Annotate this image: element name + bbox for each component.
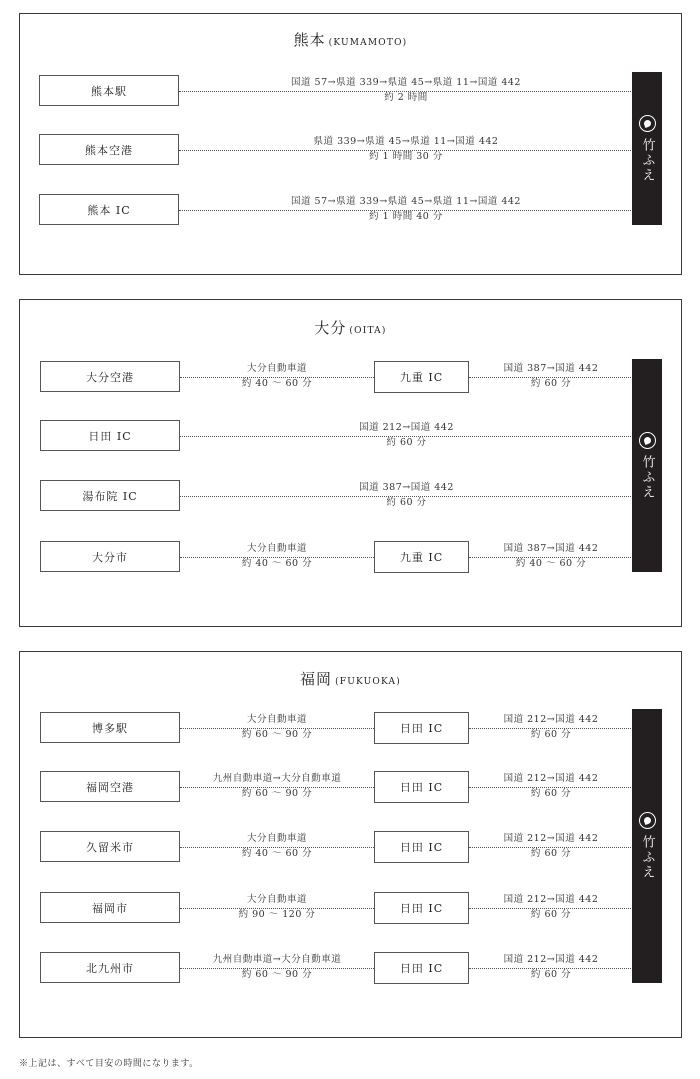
section-title-romaji: (KUMAMOTO) xyxy=(328,38,408,48)
route-label xyxy=(179,75,633,105)
route-text: 国道 212→国道 442 xyxy=(359,422,454,433)
route-text: 大分自動車道 xyxy=(246,363,307,374)
origin-box: 熊本駅 xyxy=(39,75,179,106)
takefue-logo-icon xyxy=(639,115,656,132)
route-time: 約 60 ～ 90 分 xyxy=(241,729,313,740)
route-text: 国道 387→国道 442 xyxy=(503,363,599,374)
route-label xyxy=(180,541,374,571)
route-label xyxy=(180,480,633,510)
route-text: 九州自動車道→大分自動車道 xyxy=(212,773,342,784)
section-oita xyxy=(19,299,682,627)
route-time: 約 60 分 xyxy=(530,909,572,920)
route-text: 国道 212→国道 442 xyxy=(503,714,599,725)
section-title-romaji: (OITA) xyxy=(349,326,387,336)
route-text: 国道 57→県道 339→県道 45→県道 11→国道 442 xyxy=(291,77,521,88)
origin-box: 湯布院 IC xyxy=(40,480,180,511)
section-title-romaji: (FUKUOKA) xyxy=(335,677,401,687)
section-title xyxy=(20,668,681,689)
origin-box: 大分市 xyxy=(40,541,180,572)
route-label xyxy=(469,831,633,861)
route-label xyxy=(180,892,374,922)
route-time: 約 40 ～ 60 分 xyxy=(241,558,313,569)
route-time: 約 1 時間 40 分 xyxy=(369,211,443,222)
destination-name: 竹ふえ xyxy=(639,835,655,880)
takefue-logo-icon xyxy=(639,432,656,449)
route-text: 九州自動車道→大分自動車道 xyxy=(212,954,342,965)
destination-name: 竹ふえ xyxy=(639,454,655,500)
via-box: 日田 IC xyxy=(374,771,469,803)
origin-box: 熊本 IC xyxy=(39,194,179,225)
route-time: 約 1 時間 30 分 xyxy=(369,151,443,162)
route-time: 約 60 ～ 90 分 xyxy=(241,969,313,980)
origin-box: 久留米市 xyxy=(40,831,180,862)
route-time: 約 2 時間 xyxy=(384,92,428,103)
route-time: 約 60 分 xyxy=(530,378,572,389)
route-label xyxy=(180,831,374,861)
route-text: 大分自動車道 xyxy=(246,543,307,554)
section-fukuoka xyxy=(19,651,682,1038)
route-label xyxy=(469,892,633,922)
route-text: 国道 212→国道 442 xyxy=(503,954,599,965)
route-label xyxy=(469,952,633,982)
via-box: 日田 IC xyxy=(374,892,469,924)
route-time: 約 60 分 xyxy=(386,437,427,448)
destination-name: 竹ふえ xyxy=(639,137,655,183)
route-text: 国道 212→国道 442 xyxy=(503,833,599,844)
footnote: ※上記は、すべて目安の時間になります。 xyxy=(19,1059,199,1069)
route-time: 約 60 分 xyxy=(386,497,427,508)
section-kumamoto xyxy=(19,13,682,275)
route-label xyxy=(179,194,633,224)
route-time: 約 40 ～ 60 分 xyxy=(241,378,313,389)
route-text: 県道 339→県道 45→県道 11→国道 442 xyxy=(313,136,499,147)
route-text: 大分自動車道 xyxy=(246,714,307,725)
route-text: 国道 387→国道 442 xyxy=(359,482,454,493)
via-box: 九重 IC xyxy=(374,541,469,573)
route-time: 約 60 分 xyxy=(530,788,572,799)
route-label xyxy=(180,712,374,742)
route-time: 約 40 ～ 60 分 xyxy=(515,558,587,569)
origin-box: 日田 IC xyxy=(40,420,180,451)
route-text: 国道 57→県道 339→県道 45→県道 11→国道 442 xyxy=(291,196,521,207)
destination-marker xyxy=(632,359,662,572)
takefue-logo-icon xyxy=(639,812,656,829)
section-title-text: 福岡 xyxy=(300,670,333,688)
section-title-text: 大分 xyxy=(314,319,347,337)
via-box: 日田 IC xyxy=(374,712,469,744)
via-box: 九重 IC xyxy=(374,361,469,393)
route-text: 国道 387→国道 442 xyxy=(503,543,599,554)
route-time: 約 40 ～ 60 分 xyxy=(241,848,313,859)
route-text: 国道 212→国道 442 xyxy=(503,894,599,905)
route-label xyxy=(469,361,633,391)
route-label xyxy=(469,771,633,801)
origin-box: 北九州市 xyxy=(40,952,180,983)
route-label xyxy=(180,361,374,391)
route-time: 約 60 分 xyxy=(530,729,572,740)
route-time: 約 60 分 xyxy=(530,969,572,980)
via-box: 日田 IC xyxy=(374,952,469,984)
origin-box: 大分空港 xyxy=(40,361,180,392)
via-box: 日田 IC xyxy=(374,831,469,863)
section-title xyxy=(20,29,681,50)
route-label xyxy=(469,541,633,571)
origin-box: 福岡市 xyxy=(40,892,180,923)
destination-marker xyxy=(632,709,662,983)
origin-box: 博多駅 xyxy=(40,712,180,743)
route-time: 約 90 ～ 120 分 xyxy=(238,909,316,920)
section-title-text: 熊本 xyxy=(293,31,326,49)
origin-box: 熊本空港 xyxy=(39,134,179,165)
route-text: 大分自動車道 xyxy=(246,833,307,844)
origin-box: 福岡空港 xyxy=(40,771,180,802)
route-label xyxy=(180,771,374,801)
route-label xyxy=(469,712,633,742)
route-label xyxy=(179,134,633,164)
route-text: 国道 212→国道 442 xyxy=(503,773,599,784)
section-title xyxy=(20,317,681,338)
destination-marker xyxy=(632,72,662,225)
route-label xyxy=(180,952,374,982)
route-text: 大分自動車道 xyxy=(246,894,307,905)
route-time: 約 60 分 xyxy=(530,848,572,859)
route-label xyxy=(180,420,633,450)
route-time: 約 60 ～ 90 分 xyxy=(241,788,313,799)
